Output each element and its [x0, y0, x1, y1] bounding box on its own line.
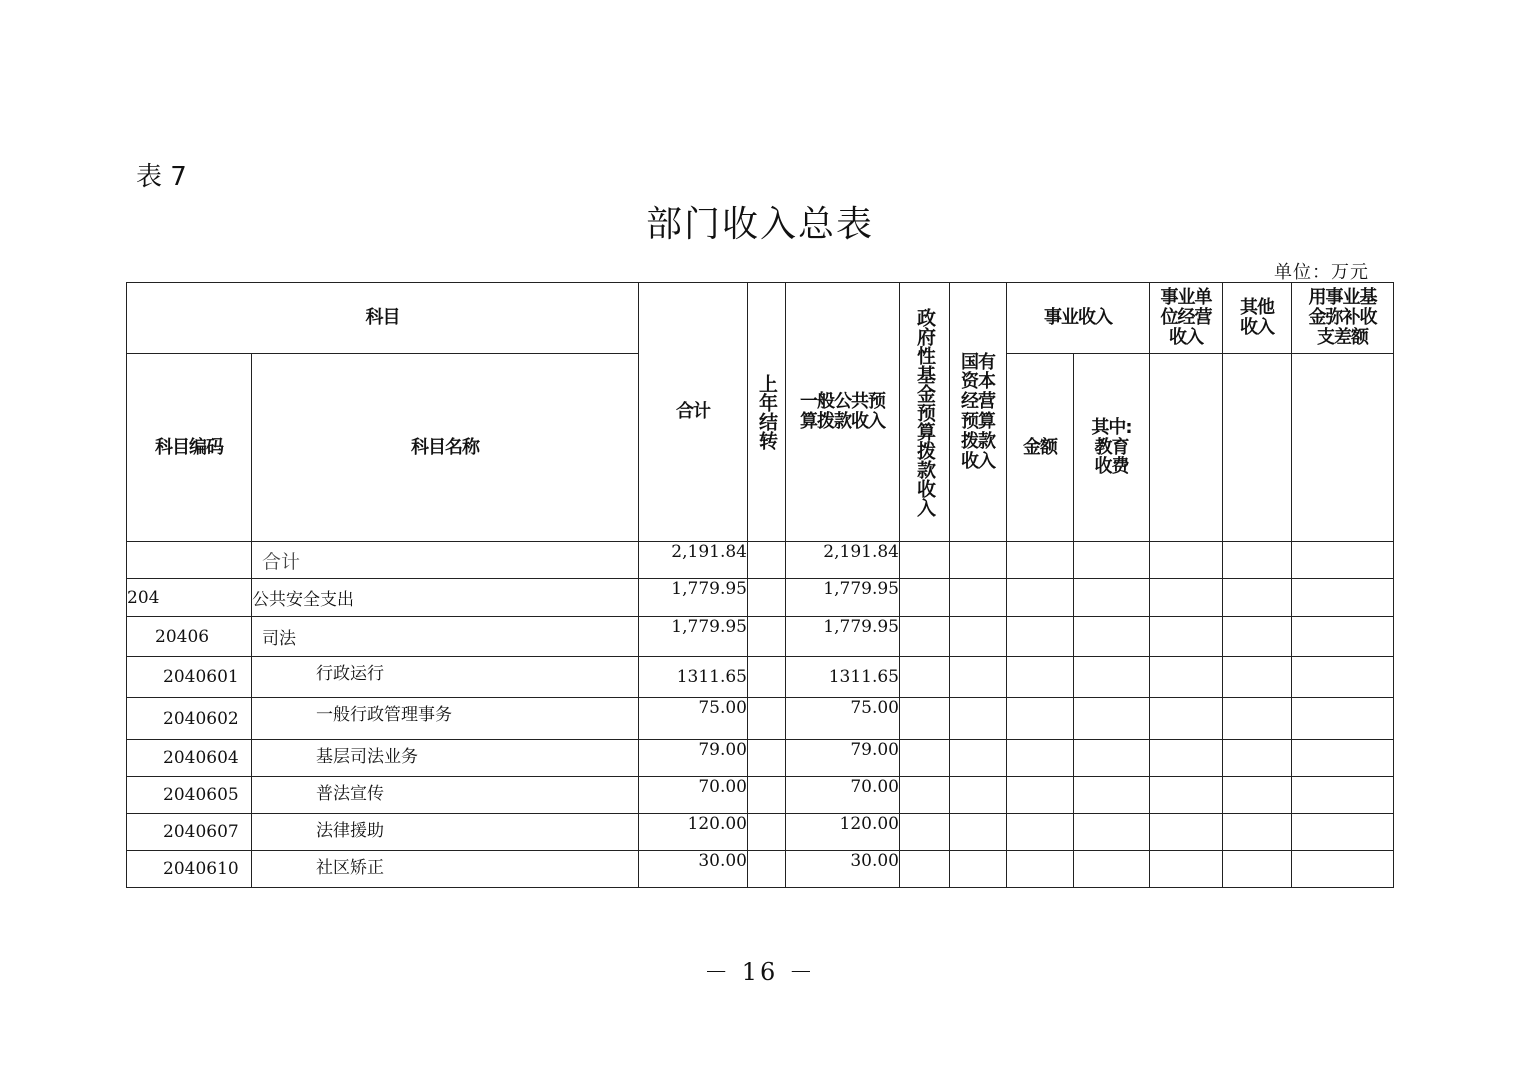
page-number: － 16 － [704, 958, 816, 986]
header-fund-cover: 用事业基金弥补收支差额 [1292, 283, 1394, 354]
row-general: 79.00 [786, 740, 900, 777]
header-operating-income: 事业单位经营收入 [1150, 283, 1223, 354]
header-general-budget: 一般公共预算拨款收入 [786, 283, 900, 542]
table-row [127, 657, 1394, 698]
row-general: 120.00 [786, 814, 900, 851]
table-row [127, 542, 1394, 579]
header-empty-1 [1150, 354, 1223, 542]
header-name: 科目名称 [252, 354, 639, 542]
row-code: 2040604 [127, 740, 252, 777]
row-general: 30.00 [786, 851, 900, 888]
table-row [127, 851, 1394, 888]
row-name: 法律援助 [252, 814, 639, 851]
header-amount: 金额 [1007, 354, 1074, 542]
row-code: 204 [127, 579, 252, 617]
row-name: 普法宣传 [252, 777, 639, 814]
row-code [127, 542, 252, 579]
header-code: 科目编码 [127, 354, 252, 542]
income-table [126, 282, 1394, 888]
row-name: 社区矫正 [252, 851, 639, 888]
page-title: 部门收入总表 [645, 204, 874, 245]
row-general: 1311.65 [786, 657, 900, 698]
header-edu-fee: 其中:教育收费 [1074, 354, 1150, 542]
table-row [127, 740, 1394, 777]
table-row [127, 579, 1394, 617]
row-total: 120.00 [639, 814, 748, 851]
row-code: 20406 [127, 617, 252, 657]
table-row [127, 777, 1394, 814]
header-subject: 科目 [127, 283, 639, 354]
header-empty-3 [1292, 354, 1394, 542]
row-general: 1,779.95 [786, 579, 900, 617]
row-code: 2040601 [127, 657, 252, 698]
header-total: 合计 [639, 283, 748, 542]
header-empty-2 [1223, 354, 1292, 542]
row-name: 行政运行 [252, 657, 639, 698]
row-total: 1,779.95 [639, 579, 748, 617]
header-carryover: 上年结转 [748, 283, 786, 542]
row-code: 2040610 [127, 851, 252, 888]
row-general: 75.00 [786, 698, 900, 740]
row-general: 2,191.84 [786, 542, 900, 579]
row-general: 70.00 [786, 777, 900, 814]
table-row [127, 814, 1394, 851]
row-name: 合计 [252, 542, 639, 579]
row-name: 一般行政管理事务 [252, 698, 639, 740]
row-total: 1311.65 [639, 657, 748, 698]
table-row [127, 698, 1394, 740]
header-state-capital: 国有资本经营预算拨款收入 [950, 283, 1007, 542]
row-code: 2040602 [127, 698, 252, 740]
row-code: 2040605 [127, 777, 252, 814]
row-name: 基层司法业务 [252, 740, 639, 777]
row-total: 70.00 [639, 777, 748, 814]
table-label: 表 7 [136, 162, 187, 192]
row-total: 1,779.95 [639, 617, 748, 657]
table-row [127, 617, 1394, 657]
row-name: 司法 [252, 617, 639, 657]
row-total: 2,191.84 [639, 542, 748, 579]
row-general: 1,779.95 [786, 617, 900, 657]
unit-label: 单位：万元 [1274, 262, 1369, 283]
header-business-income: 事业收入 [1007, 283, 1150, 354]
header-other-income: 其他收入 [1223, 283, 1292, 354]
row-total: 30.00 [639, 851, 748, 888]
row-total: 79.00 [639, 740, 748, 777]
header-gov-fund: 政府性基金预算拨款收入 [900, 283, 950, 542]
row-code: 2040607 [127, 814, 252, 851]
row-name: 公共安全支出 [252, 579, 639, 617]
row-total: 75.00 [639, 698, 748, 740]
